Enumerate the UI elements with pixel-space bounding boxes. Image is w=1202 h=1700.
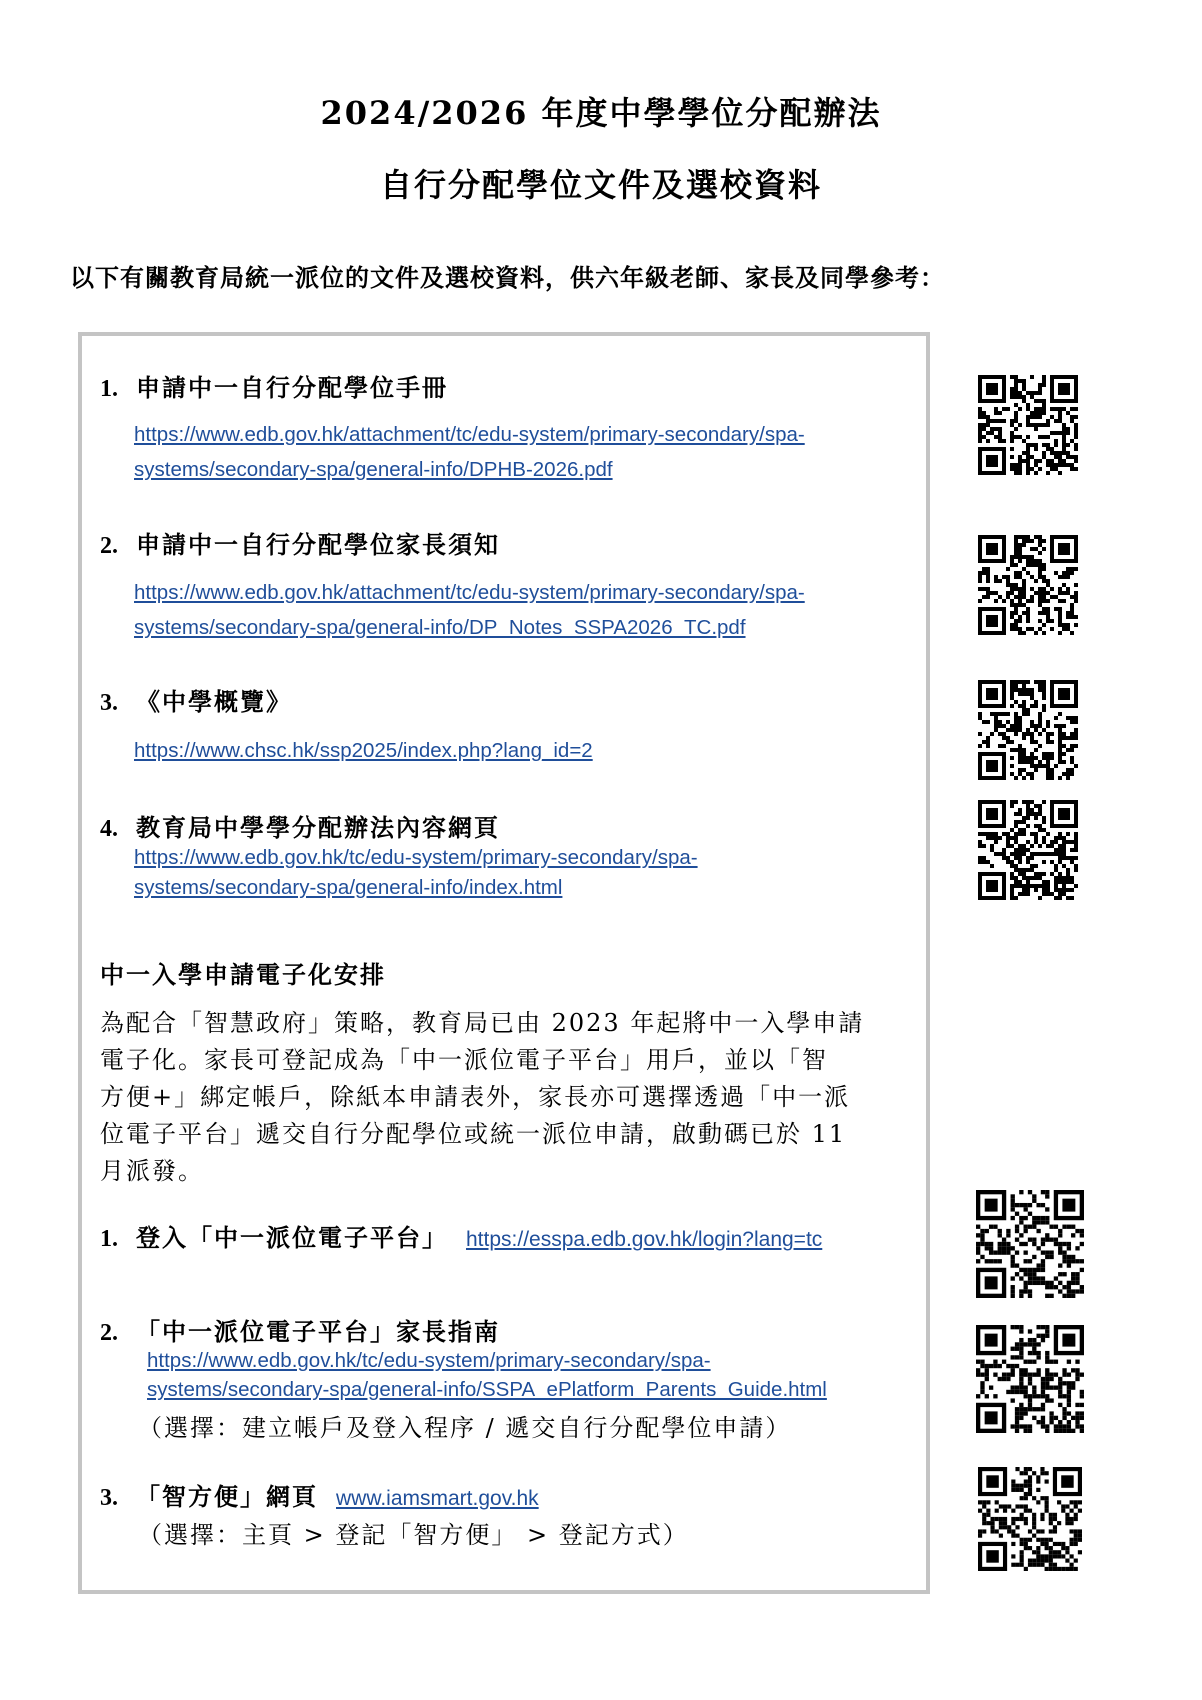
- parents-guide-link-line2[interactable]: systems/secondary-spa/general-info/SSPA_ePlatform_Parents_Guide.html: [147, 1378, 827, 1401]
- document-item-3-title: [100, 682, 292, 717]
- document-link-2-line1[interactable]: https://www.edb.gov.hk/attachment/tc/edu-system/primary-secondary/spa-: [134, 581, 805, 604]
- document-link-1-line1[interactable]: https://www.edb.gov.hk/attachment/tc/edu-system/primary-secondary/spa-: [134, 423, 805, 446]
- item-title-text: 「智方便」網頁: [136, 1482, 318, 1511]
- item-title-text: 申請中一自行分配學位家長須知: [136, 530, 500, 559]
- item-number: 1.: [100, 376, 118, 402]
- item-title-text: 教育局中學學分配辦法內容網頁: [136, 813, 500, 842]
- item-number: 1.: [100, 1226, 118, 1252]
- eplatform-heading: 中一入學申請電子化安排: [100, 960, 386, 989]
- parents-guide-note: （選擇：建立帳戶及登入程序 / 遞交自行分配學位申請）: [138, 1414, 792, 1442]
- qr-code-icon: [978, 800, 1078, 900]
- qr-code-icon: [978, 375, 1078, 475]
- eplatform-item-3-title: [100, 1477, 539, 1512]
- paragraph-line: 月派發。: [100, 1157, 204, 1185]
- eplatform-paragraph: [100, 1005, 920, 1190]
- intro-text: 以下有關教育局統一派位的文件及選校資料，供六年級老師、家長及同學參考：: [70, 263, 945, 292]
- paragraph-line: 位電子平台」遞交自行分配學位或統一派位申請，啟動碼已於 11: [100, 1120, 847, 1148]
- page-title: 2024/2026 年度中學學位分配辦法: [320, 94, 882, 132]
- qr-code-icon: [976, 1325, 1084, 1433]
- item-title-text: 《中學概覽》: [136, 687, 292, 716]
- item-number: 3.: [100, 690, 118, 716]
- document-link-2-line2[interactable]: systems/secondary-spa/general-info/DP_Notes_SSPA2026_TC.pdf: [134, 616, 746, 639]
- iamsmart-link[interactable]: www.iamsmart.gov.hk: [336, 1487, 539, 1510]
- parents-guide-link-line1[interactable]: https://www.edb.gov.hk/tc/edu-system/primary-secondary/spa-: [147, 1349, 711, 1372]
- item-number: 4.: [100, 816, 118, 842]
- item-number: 2.: [100, 1320, 118, 1346]
- document-item-4-title: [100, 808, 500, 843]
- qr-code-icon: [978, 680, 1078, 780]
- item-number: 3.: [100, 1485, 118, 1511]
- item-number: 2.: [100, 533, 118, 559]
- document-link-3[interactable]: https://www.chsc.hk/ssp2025/index.php?lang_id=2: [134, 739, 593, 762]
- page-subtitle: 自行分配學位文件及選校資料: [379, 166, 822, 204]
- eplatform-item-2-title: [100, 1312, 500, 1347]
- document-link-4-line2[interactable]: systems/secondary-spa/general-info/index.html: [134, 876, 563, 899]
- item-title-text: 申請中一自行分配學位手冊: [136, 373, 448, 402]
- document-link-1-line2[interactable]: systems/secondary-spa/general-info/DPHB-2026.pdf: [134, 458, 613, 481]
- eplatform-item-1-title: [100, 1218, 822, 1253]
- item-title-text: 登入「中一派位電子平台」: [136, 1223, 448, 1252]
- qr-code-icon: [976, 1190, 1084, 1298]
- iamsmart-note: （選擇：主頁 > 登記「智方便」 > 登記方式）: [138, 1521, 689, 1549]
- paragraph-line: 電子化。家長可登記成為「中一派位電子平台」用戶，並以「智: [100, 1046, 828, 1074]
- paragraph-line: 為配合「智慧政府」策略，教育局已由 2023 年起將中一入學申請: [100, 1009, 865, 1037]
- paragraph-line: 方便+」綁定帳戶，除紙本申請表外，家長亦可選擇透過「中一派: [100, 1083, 851, 1111]
- document-item-1-title: [100, 368, 448, 403]
- qr-code-icon: [978, 1467, 1082, 1571]
- document-item-2-title: [100, 525, 500, 560]
- esspa-login-link[interactable]: https://esspa.edb.gov.hk/login?lang=tc: [466, 1228, 823, 1251]
- document-link-4-line1[interactable]: https://www.edb.gov.hk/tc/edu-system/primary-secondary/spa-: [134, 846, 698, 869]
- qr-code-icon: [978, 535, 1078, 635]
- item-title-text: 「中一派位電子平台」家長指南: [136, 1317, 500, 1346]
